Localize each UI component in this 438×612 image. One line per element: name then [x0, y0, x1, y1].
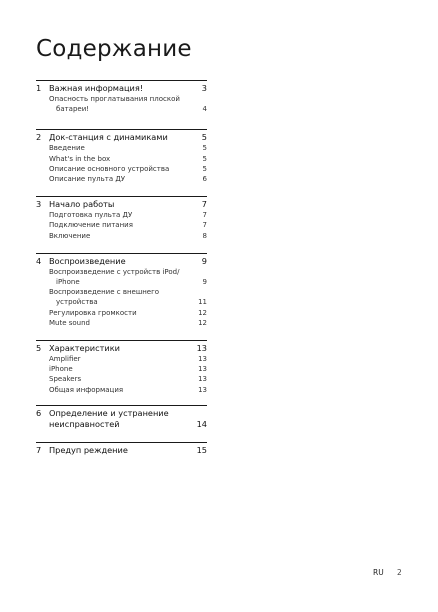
toc-subsection-entry[interactable]	[49, 174, 207, 184]
subsection-title	[49, 174, 195, 184]
subsection-title	[49, 354, 195, 364]
toc-subsection-entry[interactable]	[49, 210, 207, 220]
toc-subsection-entry[interactable]	[49, 385, 207, 395]
toc-subsection-entry[interactable]	[49, 287, 207, 307]
subsection-page-number: 7	[202, 211, 207, 220]
chapter-page-number: 9	[201, 255, 207, 266]
subsection-title-line: Amplifier	[49, 355, 81, 364]
chapter-number: 7	[36, 444, 42, 455]
chapter-title-line: Определение и устранение	[49, 407, 169, 418]
subsection-page-number: 8	[202, 231, 207, 240]
subsection-title	[49, 164, 195, 174]
chapter-title-line: Док-станция с динамиками	[49, 132, 168, 143]
subsection-page-number: 7	[202, 221, 207, 230]
subsection-title	[49, 385, 195, 395]
toc-subsection-entry[interactable]	[49, 374, 207, 384]
toc-subsection-entry[interactable]	[49, 231, 207, 241]
subsection-title-line: Описание основного устройства	[49, 164, 170, 173]
subsection-title-line: Описание пульта ДУ	[49, 175, 126, 184]
subsection-title	[49, 94, 195, 114]
toc-section	[36, 253, 207, 328]
chapter-title	[49, 256, 195, 267]
subsection-title-line: Подготовка пульта ДУ	[49, 211, 133, 220]
subsection-page-number: 13	[198, 355, 207, 364]
chapter-title-line: Предуп реждение	[49, 444, 128, 455]
subsection-page-number: 13	[198, 385, 207, 394]
subsection-page-number: 12	[198, 308, 207, 317]
subsection-title-line: iPhone	[56, 278, 80, 287]
chapter-number: 5	[36, 343, 42, 354]
chapter-title-line: Начало работы	[49, 199, 115, 210]
chapter-title	[49, 83, 195, 94]
chapter-title	[49, 408, 195, 430]
footer-page-number: 2	[397, 568, 402, 577]
toc-subsection-entry[interactable]	[49, 318, 207, 328]
subsection-title-line: Введение	[49, 144, 85, 153]
subsection-title	[49, 143, 195, 153]
toc-section	[36, 129, 207, 184]
toc-chapter-entry[interactable]	[36, 132, 207, 143]
subsection-title-line: Регулировка громкости	[49, 308, 137, 317]
toc-subsection-entry[interactable]	[49, 94, 207, 114]
subsection-title-line: Воспроизведение с внешнего	[49, 288, 160, 297]
chapter-title-line: Воспроизведение	[49, 255, 126, 266]
toc-subsection-entry[interactable]	[49, 220, 207, 230]
chapter-page-number: 13	[196, 343, 207, 354]
toc-subsection-entry[interactable]	[49, 143, 207, 153]
subsection-title	[49, 308, 195, 318]
subsection-page-number: 12	[198, 318, 207, 327]
subsection-title-line: Mute sound	[49, 318, 90, 327]
subsection-page-number: 5	[202, 164, 207, 173]
subsection-title-line: Включение	[49, 231, 91, 240]
subsection-page-number: 6	[202, 175, 207, 184]
subsection-page-number: 4	[202, 105, 207, 114]
toc-chapter-entry[interactable]	[36, 83, 207, 94]
chapter-number: 1	[36, 83, 42, 93]
subsection-page-number: 5	[202, 144, 207, 153]
toc-section	[36, 442, 207, 456]
subsection-page-number: 5	[202, 154, 207, 163]
footer-language: RU	[373, 568, 384, 577]
chapter-title	[49, 445, 195, 456]
subsection-title-line: Опасность проглатывания плоской	[49, 95, 180, 103]
subsection-title	[49, 220, 195, 230]
subsection-title-line: Воспроизведение с устройств iPod/	[49, 267, 180, 276]
chapter-number: 6	[36, 407, 42, 418]
toc-section	[36, 80, 207, 114]
chapter-page-number: 7	[201, 199, 207, 210]
toc-chapter-entry[interactable]	[36, 408, 207, 430]
toc-chapter-entry[interactable]	[36, 445, 207, 456]
subsection-page-number: 13	[198, 365, 207, 374]
subsection-title-line: Подключение питания	[49, 221, 133, 230]
table-of-contents	[36, 80, 207, 456]
subsection-title	[49, 287, 195, 307]
subsection-title-line: батареи!	[56, 105, 90, 114]
chapter-title-line: Характеристики	[49, 343, 120, 354]
chapter-page-number: 5	[201, 132, 207, 143]
chapter-page-number: 3	[201, 83, 207, 93]
toc-subsection-entry[interactable]	[49, 364, 207, 374]
chapter-number: 3	[36, 199, 42, 210]
subsection-title	[49, 231, 195, 241]
subsection-page-number: 11	[198, 298, 207, 307]
chapter-number: 2	[36, 132, 42, 143]
chapter-title-line: неисправностей	[49, 418, 120, 429]
toc-chapter-entry[interactable]	[36, 256, 207, 267]
toc-subsection-entry[interactable]	[49, 354, 207, 364]
toc-subsection-entry[interactable]	[49, 154, 207, 164]
toc-section	[36, 405, 207, 430]
toc-subsection-entry[interactable]	[49, 267, 207, 287]
toc-chapter-entry[interactable]	[36, 343, 207, 354]
subsection-title	[49, 364, 195, 374]
subsection-title	[49, 154, 195, 164]
toc-section	[36, 340, 207, 395]
chapter-page-number: 15	[196, 444, 207, 455]
subsection-title	[49, 210, 195, 220]
subsection-title-line: iPhone	[49, 365, 73, 374]
subsection-title-line: Speakers	[49, 375, 82, 384]
subsection-title-line: Общая информация	[49, 385, 124, 394]
toc-subsection-entry[interactable]	[49, 164, 207, 174]
toc-section	[36, 196, 207, 241]
subsection-page-number: 13	[198, 375, 207, 384]
chapter-title	[49, 132, 195, 143]
chapter-number: 4	[36, 255, 42, 266]
page-title: Содержание	[36, 36, 192, 62]
subsection-title	[49, 318, 195, 328]
chapter-page-number: 14	[196, 418, 207, 429]
toc-chapter-entry[interactable]	[36, 199, 207, 210]
chapter-title-line: Важная информация!	[49, 83, 144, 93]
subsection-title	[49, 267, 195, 287]
subsection-title	[49, 374, 195, 384]
chapter-title	[49, 199, 195, 210]
subsection-title-line: What's in the box	[49, 154, 111, 163]
subsection-page-number: 9	[202, 278, 207, 287]
chapter-title	[49, 343, 195, 354]
subsection-title-line: устройства	[56, 298, 98, 307]
toc-subsection-entry[interactable]	[49, 308, 207, 318]
